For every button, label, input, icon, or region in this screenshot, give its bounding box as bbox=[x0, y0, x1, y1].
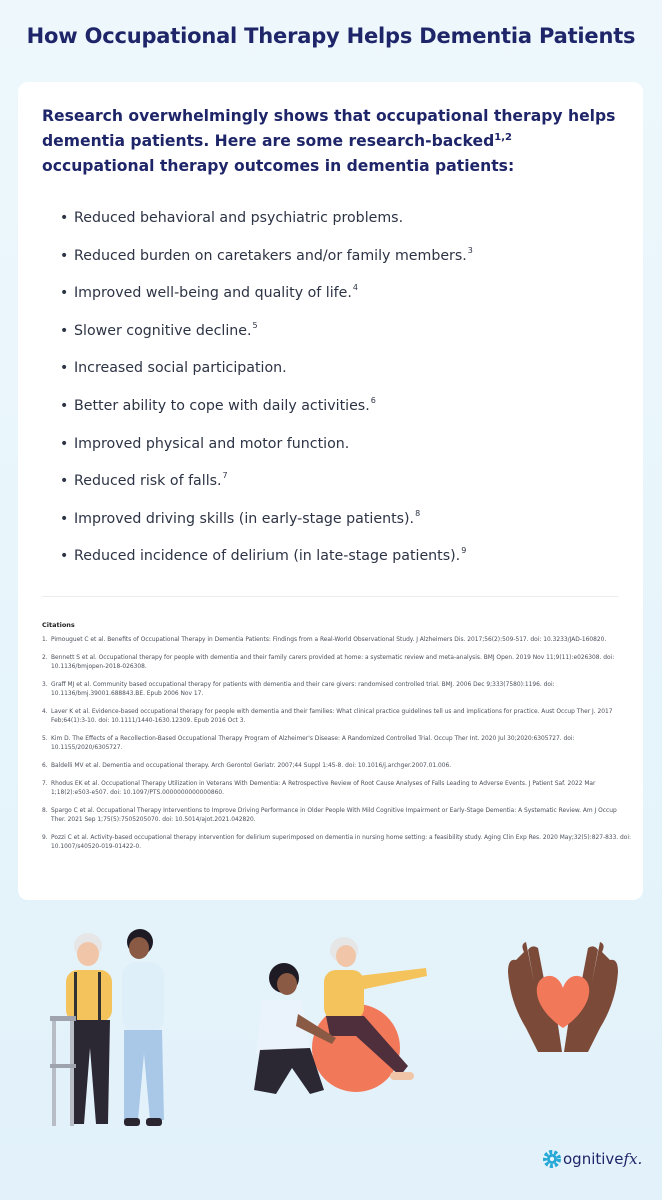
bullet-icon: • bbox=[60, 210, 69, 226]
divider bbox=[42, 596, 618, 597]
outcome-item bbox=[60, 395, 473, 436]
citation-text: Kim D. The Effects of a Recollection-Based Occupational Therapy Program of Alzheimer's Disease: A Randomized Controlled Trial. Occup Ther Int. 2020 Jul 30;2020:6305727. doi: 10.1155/2020/6305727. bbox=[51, 736, 575, 751]
outcome-item bbox=[60, 210, 473, 248]
logo-text: ognitive bbox=[563, 1150, 624, 1168]
bullet-icon: • bbox=[60, 548, 69, 565]
citation-item bbox=[42, 834, 632, 852]
caregiver-walker-illustration bbox=[38, 924, 178, 1136]
content-card bbox=[18, 82, 643, 900]
citation-text: Graff MJ et al. Community based occupational therapy for patients with dementia and their care givers: randomised controlled trial. BMJ. 2006 Dec 9;333(7580):1196. doi: 10.1136/bmj.39001.688843.BE. Epub 2006 Nov 17. bbox=[51, 682, 555, 697]
outcome-citation-ref[interactable]: 5 bbox=[252, 320, 258, 330]
outcome-item bbox=[60, 436, 473, 474]
citation-item bbox=[42, 780, 632, 798]
citation-text: Pozzi C et al. Activity-based occupational therapy intervention for delirium superimposed on dementia in nursing home setting: a feasibility study. Aging Clin Exp Res. 2020 May;32(5):827-833. doi: 10.1007/s40520-019-01422-0. bbox=[51, 835, 632, 850]
citation-number: 9. bbox=[42, 835, 48, 841]
citation-number: 8. bbox=[42, 808, 48, 814]
citation-item bbox=[42, 636, 632, 645]
citation-text: Spargo C et al. Occupational Therapy Interventions to Improve Driving Performance in Older People With Mild Cognitive Impairment or Early-Stage Dementia: A Systematic Review. Am J Occup Ther. 2021 Sep 1;75(5):7505205070. doi: 10.5014/ajot.2021.042820. bbox=[51, 808, 617, 823]
citation-item bbox=[42, 708, 632, 726]
bullet-icon: • bbox=[60, 473, 69, 490]
outcome-item bbox=[60, 285, 473, 323]
citation-item bbox=[42, 681, 632, 699]
outcome-item bbox=[60, 473, 473, 511]
citation-number: 7. bbox=[42, 781, 48, 787]
outcome-text: Reduced behavioral and psychiatric problems. bbox=[74, 210, 404, 226]
outcome-text: Improved well-being and quality of life. bbox=[74, 285, 352, 302]
logo-fx-text: fx. bbox=[623, 1150, 643, 1168]
citation-number: 3. bbox=[42, 682, 48, 688]
bullet-icon: • bbox=[60, 247, 69, 264]
citation-number: 2. bbox=[42, 655, 48, 661]
citation-number: 1. bbox=[42, 637, 48, 643]
outcome-item bbox=[60, 320, 473, 361]
outcome-item bbox=[60, 508, 473, 549]
outcome-citation-ref[interactable]: 3 bbox=[467, 245, 473, 255]
citations-list bbox=[42, 636, 632, 861]
outcome-text: Improved driving skills (in early-stage patients). bbox=[74, 510, 415, 527]
outcome-text: Slower cognitive decline. bbox=[74, 322, 252, 339]
page-title: How Occupational Therapy Helps Dementia Patients bbox=[26, 24, 636, 48]
citation-text: Pimouguet C et al. Benefits of Occupational Therapy in Dementia Patients: Findings from a Real-World Observational Study. J Alzheimers Dis. 2017;56(2):509-517. doi: 10.3233/JAD-160820. bbox=[51, 637, 607, 643]
citation-number: 6. bbox=[42, 763, 48, 769]
citation-item bbox=[42, 762, 632, 771]
citation-item bbox=[42, 807, 632, 825]
cognitivefx-logo[interactable] bbox=[541, 1148, 642, 1170]
outcome-citation-ref[interactable]: 7 bbox=[222, 471, 228, 481]
gear-icon bbox=[541, 1148, 563, 1170]
outcome-citation-ref[interactable]: 9 bbox=[461, 546, 467, 556]
outcome-text: Reduced risk of falls. bbox=[74, 473, 222, 490]
citation-text: Bennett S et al. Occupational therapy for people with dementia and their family carers provided at home: a systematic review and meta-analysis. BMJ Open. 2019 Nov 11;9(11):e026308. doi: 10.1136/bmjopen-2018-026308. bbox=[51, 655, 615, 670]
bullet-icon: • bbox=[60, 435, 69, 452]
outcome-text: Reduced incidence of delirium (in late-stage patients). bbox=[74, 548, 461, 565]
outcome-text: Increased social participation. bbox=[74, 360, 287, 377]
citation-text: Laver K et al. Evidence-based occupational therapy for people with dementia and their families: What clinical practice guidelines tell us and implications for practice. Aust Occup Ther J. 2017 Feb;64(1):3-10. doi: 10.1111/1440-1630.12309. Epub 2016 Oct 3. bbox=[51, 709, 613, 724]
bullet-icon: • bbox=[60, 360, 69, 377]
outcome-item bbox=[60, 548, 473, 586]
outcome-citation-ref[interactable]: 6 bbox=[370, 395, 376, 405]
citation-text: Baldelli MV et al. Dementia and occupational therapy. Arch Gerontol Geriatr. 2007;44 Suppl 1:45-8. doi: 10.1016/j.archger.2007.01.006. bbox=[51, 763, 452, 769]
outcome-item bbox=[60, 245, 473, 286]
bullet-icon: • bbox=[60, 510, 69, 527]
intro-paragraph: Research overwhelmingly shows that occupational therapy helps dementia patients. Here are some research-backed$^{1,2}$ occupational therapy outcomes in dementia patients: bbox=[42, 107, 616, 175]
hands-heart-illustration bbox=[504, 942, 622, 1054]
bullet-icon: • bbox=[60, 285, 69, 302]
citation-number: 4. bbox=[42, 709, 48, 715]
citation-number: 5. bbox=[42, 736, 48, 742]
outcome-citation-ref[interactable]: 4 bbox=[352, 283, 359, 293]
outcome-item bbox=[60, 360, 473, 398]
citation-text: Rhodus EK et al. Occupational Therapy Utilization in Veterans With Dementia: A Retrospective Review of Root Cause Analyses of Falls Leading to Adverse Events. J Patient Saf. 2022 Mar 1;18(2):e503-e507. doi: 10.1097/PTS.0000000000000860. bbox=[51, 781, 596, 796]
citations-heading: Citations bbox=[42, 621, 75, 629]
outcome-text: Reduced burden on caretakers and/or family members. bbox=[74, 247, 467, 264]
bullet-icon: • bbox=[60, 322, 69, 339]
citation-item bbox=[42, 735, 632, 753]
therapist-exercise-ball-illustration bbox=[240, 930, 430, 1106]
outcomes-list bbox=[60, 210, 473, 586]
citation-item bbox=[42, 654, 632, 672]
outcome-text: Improved physical and motor function. bbox=[74, 435, 350, 452]
intro-citation-ref[interactable]: 1,2 bbox=[494, 131, 512, 143]
outcome-text: Better ability to cope with daily activities. bbox=[74, 397, 370, 414]
outcome-citation-ref[interactable]: 8 bbox=[415, 508, 421, 518]
bullet-icon: • bbox=[60, 397, 69, 414]
